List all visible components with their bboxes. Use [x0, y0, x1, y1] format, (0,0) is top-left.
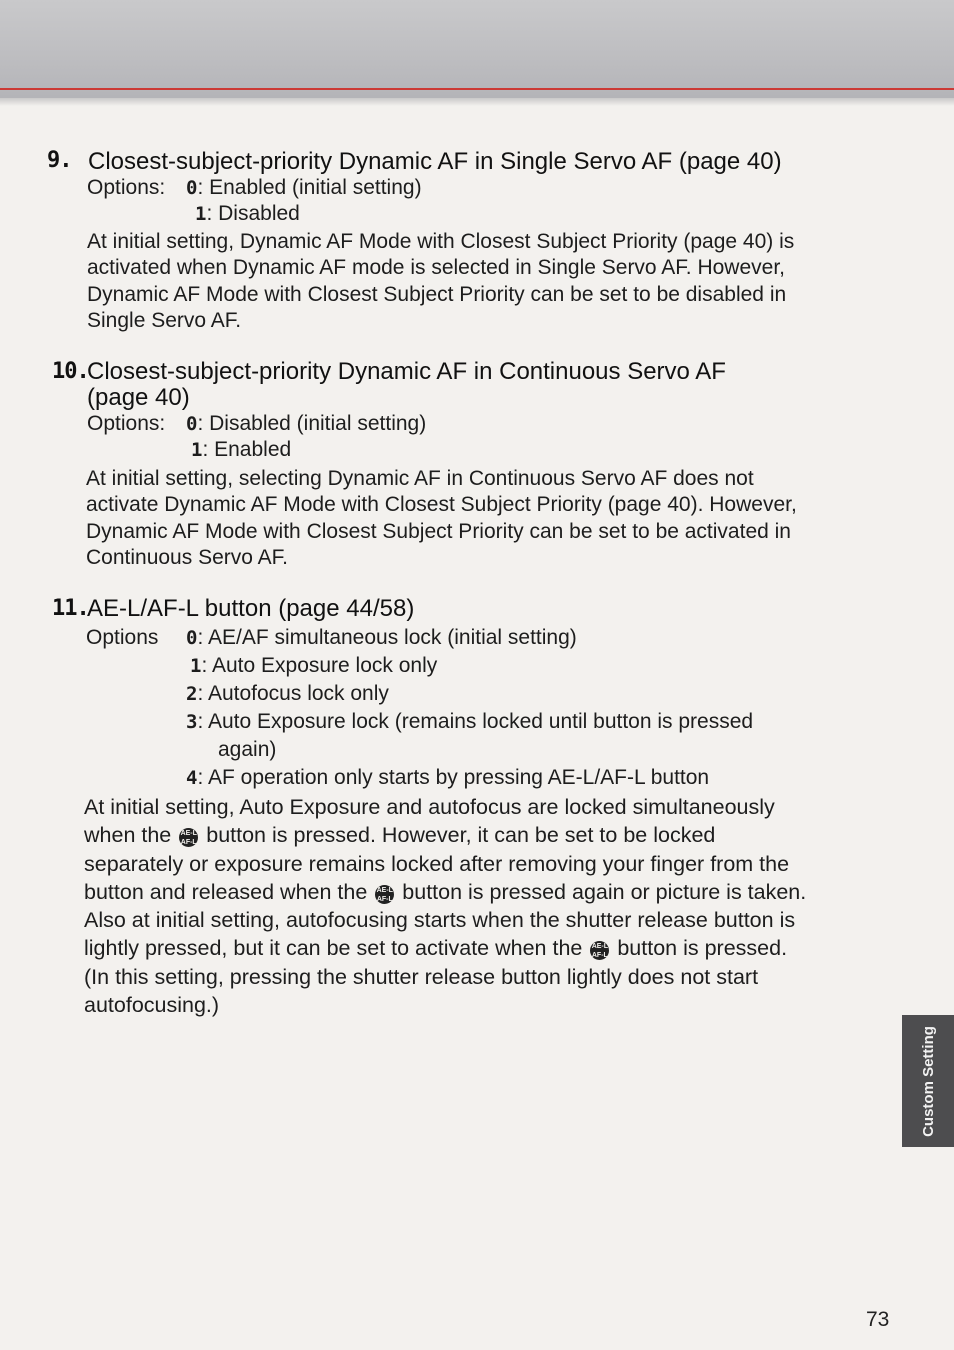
option-item: 1: Auto Exposure lock only: [190, 654, 438, 677]
header-band: [0, 0, 954, 98]
options-label: Options: [86, 626, 159, 649]
page-number: 73: [866, 1308, 890, 1331]
ae-af-lock-icon: AE-L AF-L: [376, 886, 393, 903]
option-item: 3: Auto Exposure lock (remains locked until button is pressed: [186, 710, 754, 733]
section-number: 11.: [52, 596, 89, 621]
chapter-tab-label: Custom Setting: [919, 1025, 937, 1137]
section-number: 9.: [47, 148, 72, 173]
option-item: 0: Enabled (initial setting): [186, 176, 422, 199]
section-title: Closest-subject-priority Dynamic AF in Single Servo AF (page 40): [88, 148, 782, 175]
section-title: AE-L/AF-L button (page 44/58): [87, 595, 415, 622]
section-number: 10.: [52, 359, 89, 384]
option-item: 1: Disabled: [195, 202, 300, 225]
section-body: At initial setting, Auto Exposure and autofocus are locked simultaneously when the AE-L AF-L button is pressed. However, it can be set to be locked separately or exposure remains locked after removing your finger from the button and released when the AE-L AF-L button is pressed again or picture is taken. Also at initial setting, autofocusing starts when the shutter release button is lightly pressed, but it can be set to activate when the AE-L AF-L button is pressed. (In this setting, pressing the shutter release button lightly does not start autofocusing.): [84, 795, 807, 1018]
options-label: Options:: [87, 176, 166, 199]
ae-af-lock-icon: AE-L AF-L: [591, 943, 609, 960]
header-shadow: [0, 98, 954, 106]
option-item: 1: Enabled: [191, 438, 292, 461]
option-item: 2: Autofocus lock only: [186, 682, 389, 705]
options-label: Options:: [87, 412, 166, 435]
section-body: At initial setting, selecting Dynamic AF in Continuous Servo AF does not activate Dynamic AF Mode with Closest Subject Priority (page 40). However, Dynamic AF Mode with Closest Subject Priority can be set to be activated in Continuous Servo AF.: [86, 467, 797, 569]
ae-af-lock-icon: AE-L AF-L: [180, 830, 197, 847]
chapter-tab: [902, 1015, 954, 1147]
section-title-continued: (page 40): [87, 384, 190, 411]
option-item-continued: again): [218, 738, 277, 761]
section-body: At initial setting, Dynamic AF Mode with Closest Subject Priority (page 40) is activated when Dynamic AF mode is selected in Single Servo AF. However, Dynamic AF Mode with Closest Subject Priority can be set to be disabled in Single Servo AF.: [87, 230, 795, 332]
header-accent-line: [0, 88, 954, 90]
option-item: 0: AE/AF simultaneous lock (initial setting): [186, 626, 577, 649]
section-title: Closest-subject-priority Dynamic AF in Continuous Servo AF: [87, 358, 726, 385]
option-item: 4: AF operation only starts by pressing AE-L/AF-L button: [186, 766, 710, 789]
option-item: 0: Disabled (initial setting): [186, 412, 427, 435]
